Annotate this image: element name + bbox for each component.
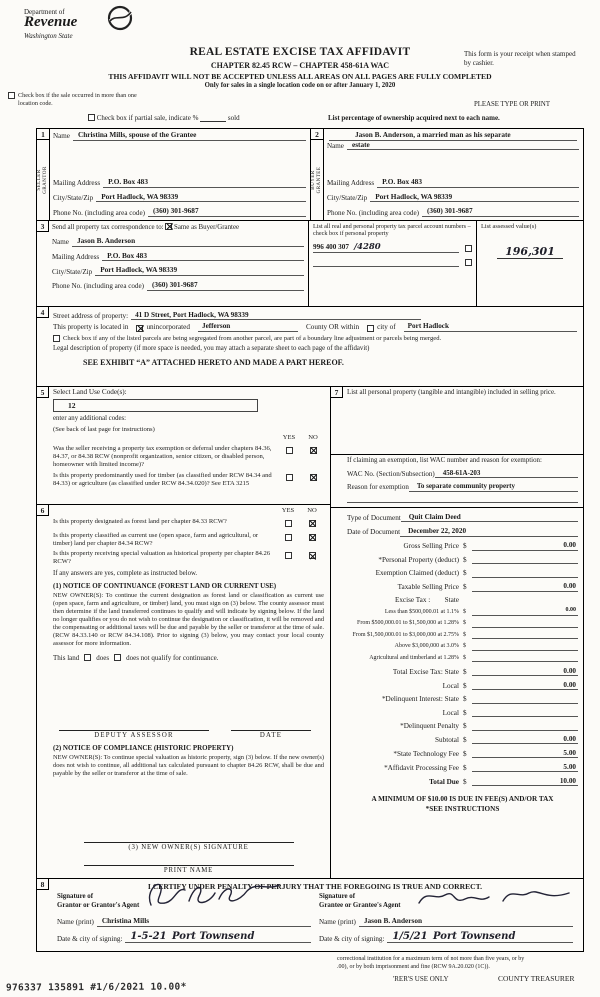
money-row-total-due: Total Due $ 10.00 [429, 776, 576, 786]
section-7-number: 7 [331, 387, 343, 398]
buyer-name-field[interactable]: estate [347, 141, 579, 151]
money-row-delinq-local: Local $ [347, 708, 578, 717]
section-6-designation [37, 505, 330, 878]
tier2-value[interactable] [472, 619, 578, 628]
currency-sign: $ [463, 654, 466, 661]
city-of-label: city of [377, 323, 396, 332]
money-row-excise-header: Excise Tax : State [394, 596, 459, 605]
seller-address-field[interactable]: P.O. Box 483 [103, 178, 306, 188]
money-row-tier2: From $500,000.01 to $1,500,000 at 1.28% $ [347, 619, 578, 628]
certify-statement: I CERTIFY UNDER PENALTY OF PERJURY THAT THE FOREGOING IS TRUE AND CORRECT. [147, 882, 483, 891]
section-3-row [37, 221, 583, 307]
reason-row [347, 482, 578, 491]
parcel-number-field[interactable] [313, 242, 459, 253]
partial-sale-sold-label: sold [227, 114, 240, 122]
seller-name-row [53, 131, 306, 141]
section-1-seller [37, 129, 311, 220]
deputy-assessor-row [53, 730, 324, 740]
form-title: REAL ESTATE EXCISE TAX AFFIDAVIT [189, 46, 411, 58]
s6-q1-yes-checkbox[interactable] [285, 520, 292, 527]
multi-location-option [8, 92, 140, 108]
money-row-delinq-interest: *Delinquent Interest: State $ [347, 695, 578, 704]
buyer-address-field[interactable]: P.O. Box 483 [377, 178, 579, 188]
corr-phone-label: Phone No. (including area code) [52, 282, 144, 291]
seller-buyer-row [37, 129, 583, 221]
seller-address-label: Mailing Address [53, 179, 101, 188]
currency-sign: $ [463, 643, 466, 650]
multi-location-label: Check box if the sale occurred in more than one location code. [18, 92, 137, 107]
grantee-date-city-label: Date & city of signing: [319, 934, 385, 943]
section-5-land-use [37, 387, 330, 505]
local-value[interactable]: 0.00 [472, 681, 578, 690]
additional-codes-label: enter any additional codes: [53, 415, 127, 423]
buyer-grantee-vertical-label: BUYER GRANTEE [310, 166, 322, 194]
exemption-claimed-value[interactable] [472, 569, 578, 578]
notice-compliance-title: (2) NOTICE OF COMPLIANCE (HISTORIC PROPERTY) [53, 744, 234, 753]
tier1-value[interactable]: 0.00 [472, 607, 578, 616]
located-in-label: This property is located in [53, 323, 129, 332]
currency-sign: $ [463, 620, 466, 627]
seller-csz-label: City/State/Zip [53, 194, 94, 203]
buyer-side-column [311, 129, 324, 220]
money-row-total-state: Total Excise Tax: State $ 0.00 [392, 666, 576, 676]
unincorporated-checkbox[interactable] [136, 325, 143, 332]
cashier-receipt-stamp: 976337 135891 #1/6/2021 10.00* [5, 981, 187, 994]
seller-csz-row [53, 193, 306, 203]
affidavit-processing-fee-value[interactable]: 5.00 [472, 763, 578, 772]
s5-q1-yes-checkbox[interactable] [286, 447, 293, 454]
notice-continuance-title: (1) NOTICE OF CONTINUANCE (FOREST LAND OR CURRENT USE) [53, 582, 277, 591]
seller-phone-label: Phone No. (including area code) [53, 208, 145, 217]
dor-logo [24, 8, 164, 40]
buyer-address-row [327, 178, 579, 188]
money-row-processing-fee: *Affidavit Processing Fee $ 5.00 [384, 762, 576, 772]
exemption-note: If claiming an exemption, list WAC number and reason for exemption: [347, 456, 542, 464]
money-row-personal: *Personal Property (deduct) $ [347, 555, 578, 564]
left-column [37, 387, 331, 878]
money-row-tier3: From $1,500,000.01 to $3,000,000 at 2.75% $ [347, 630, 578, 639]
does-label: does [96, 653, 110, 662]
section-2-buyer [311, 129, 583, 220]
section-1-number: 1 [37, 129, 49, 140]
seller-address-row [53, 178, 306, 188]
notice-continuance-body: NEW OWNER(S): To continue the current designation as forest land or classification as current use (open space, farm and agriculture, or timber) land, you must sign on (3) below. The county assessor must then determine if the land transferred continues to qualify and will indicate by signing below. If the land no longer qualifies or you do not wish to continue the designation or classification, it will be removed and the compensating or additional taxes will be due and payable by the seller or transferor at the time of sale. (RCW 84.33.140 or RCW 84.34.108). Prior to signing (3) below, you may contact your local county assessor for more information. [53, 591, 325, 647]
currency-sign: $ [463, 722, 467, 731]
partial-sale-option [88, 114, 240, 122]
county-treasurer-text: COUNTY TREASURER [498, 974, 575, 983]
parcel-number-printed: 996 400 307 [313, 243, 349, 252]
buyer-name-row [327, 141, 579, 151]
currency-sign: $ [463, 667, 467, 676]
personal-property-checkbox-1[interactable] [465, 245, 472, 252]
correspondence-fields [49, 221, 308, 306]
s5-q1-text: Was the seller receiving a property tax exemption or deferral under chapters 84.36, 84.37, or 84.38 RCW (nonprofit organization, senior citizen, or disabled person, homeowner with limited income)? [53, 445, 272, 468]
corr-csz-row [52, 266, 304, 276]
see-instructions-text: *SEE INSTRUCTIONS [425, 805, 500, 814]
unincorporated-label: unincorporated [146, 323, 190, 332]
s5-yes-no-header [53, 434, 325, 442]
seller-phone-field[interactable]: (360) 301-9687 [148, 207, 306, 217]
street-address-row [53, 311, 577, 320]
segregated-label: Check box if any of the listed parcels are being segregated from another parcel, are part of a boundary line adjustment or parcels being merged. [63, 334, 442, 342]
grantor-date-city-field[interactable]: 1-5-21 Port Townsend [125, 931, 311, 944]
s6-q3-no-checkbox[interactable] [309, 552, 316, 559]
section-4-number: 4 [37, 307, 49, 318]
money-row-subtotal: Subtotal $ 0.00 [435, 735, 576, 744]
dor-swirl-icon [106, 4, 134, 32]
grantor-signature-label: Signature of Grantor or Grantor's Agent [57, 892, 140, 909]
personal-property-note: List all personal property (tangible and intangible) included in selling price. [347, 389, 556, 396]
s6-q3-text: Is this property receiving special valuation as historical property per chapter 84.26 RCW? [53, 550, 271, 566]
partial-sale-checkbox[interactable] [88, 114, 95, 121]
form-chapter: CHAPTER 82.45 RCW – CHAPTER 458-61A WAC [210, 60, 390, 70]
if-yes-note: If any answers are yes, complete as instructed below. [53, 570, 198, 578]
logo-revenue-text: Revenue [24, 14, 78, 31]
buyer-name-line1[interactable]: Jason B. Anderson, a married man as his separate [329, 131, 577, 141]
land-use-label: Select Land Use Code(s): [53, 388, 127, 396]
same-as-buyer-label: Same as Buyer/Grantee [174, 224, 240, 231]
personal-property-checkbox-2[interactable] [465, 259, 472, 266]
currency-sign: $ [463, 736, 467, 744]
perjury-text-line1: correctional institution for a maximum term of not more than five years, or by [337, 956, 525, 962]
money-row-tech-fee: *State Technology Fee $ 5.00 [393, 748, 576, 758]
section-8-signatures [37, 879, 583, 951]
notice-compliance-body: NEW OWNER(S): To continue special valuation as historic property, sign (3) below. If the new owner(s) does not wish to continue, all additional tax calculated pursuant to chapter 84.26 RCW, shall be due and payable by the seller or transferor at the time of sale. [53, 753, 324, 777]
corr-address-field[interactable]: P.O. Box 483 [102, 252, 304, 262]
buyer-phone-label: Phone No. (including area code) [327, 208, 419, 217]
doc-type-label: Type of Document [347, 513, 401, 522]
money-row-exemption: Exemption Claimed (deduct) $ [347, 569, 578, 578]
corr-csz-field[interactable]: Port Hadlock, WA 98339 [95, 266, 304, 276]
corr-phone-row [52, 281, 304, 291]
s5-q2-yes-checkbox[interactable] [286, 474, 293, 481]
personal-property-deduct-value[interactable] [472, 555, 578, 564]
seller-side-column [37, 129, 50, 220]
total-excise-state-value[interactable]: 0.00 [472, 667, 578, 676]
reason-extra-line[interactable] [347, 494, 578, 503]
buyer-address-label: Mailing Address [327, 179, 375, 188]
corr-phone-field[interactable]: (360) 301-9687 [147, 281, 304, 291]
parcel-row-1 [313, 242, 472, 253]
corr-address-label: Mailing Address [52, 253, 100, 261]
section-2-number: 2 [311, 129, 323, 140]
type-or-print-note: PLEASE TYPE OR PRINT [474, 101, 550, 108]
grantor-date-city-label: Date & city of signing: [57, 934, 123, 943]
exhibit-a-text: SEE EXHIBIT “A” ATTACHED HERETO AND MADE A PART HEREOF. [83, 357, 344, 367]
money-row-gross: Gross Selling Price $ 0.00 [403, 541, 576, 551]
legal-description-note: Legal description of property (if more space is needed, you may attach a separate sheet to each page of the affidavit) [53, 344, 370, 352]
affidavit-form-box [36, 128, 584, 952]
wac-label: WAC No. (Section/Subsection) [347, 470, 435, 479]
form-warning: THIS AFFIDAVIT WILL NOT BE ACCEPTED UNLESS ALL AREAS ON ALL PAGES ARE FULLY COMPLETED [108, 72, 492, 81]
logo-dept-text: Department of [24, 8, 65, 16]
grantor-name-row [57, 917, 311, 927]
currency-sign: $ [463, 555, 467, 564]
county-or-label: County OR within [305, 323, 360, 332]
doc-date-field[interactable]: December 22, 2020 [400, 527, 578, 536]
currency-sign: $ [463, 569, 467, 578]
buyer-name-label: Name [327, 141, 344, 150]
s5-no-header: NO [308, 434, 318, 442]
s5-q1-no-checkbox[interactable] [310, 447, 317, 454]
parcel-row-2 [313, 257, 472, 267]
does-not-checkbox[interactable] [114, 654, 121, 661]
seller-phone-row [53, 207, 306, 217]
grantee-name-row [319, 917, 573, 927]
s6-question-2 [53, 532, 324, 548]
buyer-csz-row [327, 193, 579, 203]
gross-selling-price-value[interactable]: 0.00 [472, 541, 578, 550]
county-field[interactable]: Jefferson [198, 322, 298, 331]
s6-question-1 [53, 518, 324, 529]
multi-location-checkbox[interactable] [8, 92, 15, 99]
receipt-note: This form is your receipt when stamped by cashier. [464, 50, 576, 68]
corr-name-row [52, 237, 304, 247]
doc-date-label: Date of Document [347, 528, 401, 537]
seller-name-label: Name [53, 132, 70, 141]
currency-sign: $ [463, 583, 467, 592]
grantee-signature-block [315, 893, 577, 911]
print-name-line[interactable]: PRINT NAME [84, 865, 294, 875]
wac-row [347, 469, 578, 478]
grantor-date-city-row [57, 931, 311, 944]
s5-question-2 [53, 472, 325, 488]
does-not-label: does not qualify for continuance. [126, 653, 219, 662]
s6-yes-header: YES [281, 507, 295, 514]
delinquent-interest-state-value[interactable] [472, 695, 578, 704]
treasurer-use-only-text: 'RER'S USE ONLY [393, 975, 449, 983]
same-as-buyer-checkbox[interactable] [165, 223, 172, 230]
delinquent-penalty-value[interactable] [472, 722, 578, 731]
currency-sign: $ [463, 608, 466, 615]
s5-q2-no-checkbox[interactable] [310, 474, 317, 481]
grantee-name-print-label: Name (print) [319, 918, 356, 927]
taxable-selling-price-value[interactable]: 0.00 [472, 582, 578, 591]
seller-name-field[interactable]: Christina Mills, spouse of the Grantee [73, 131, 306, 141]
assessed-value-field[interactable]: 196,301 [497, 245, 563, 259]
buyer-csz-label: City/State/Zip [327, 194, 368, 203]
street-address-field[interactable]: 41 D Street, Port Hadlock, WA 98339 [131, 311, 421, 320]
doc-date-row [347, 527, 578, 536]
form-title-block [140, 46, 460, 70]
partial-sale-label: Check box if partial sale, indicate % [96, 114, 199, 122]
section-5-number: 5 [37, 387, 49, 398]
assessed-values-header: List assessed value(s) [481, 223, 537, 230]
seller-grantor-vertical-label: SELLER GRANTOR [36, 166, 48, 194]
total-due-value[interactable]: 10.00 [472, 777, 578, 786]
located-in-row [53, 322, 577, 331]
agricultural-value[interactable] [472, 653, 578, 662]
s6-q3-yes-checkbox[interactable] [285, 552, 292, 559]
s6-q1-no-checkbox[interactable] [309, 520, 316, 527]
buyer-phone-field[interactable]: (360) 301-9687 [422, 207, 579, 217]
grantee-name-field[interactable]: Jason B. Anderson [359, 917, 573, 927]
money-row-agri: Agricultural and timberland at 1.28% $ [347, 653, 578, 662]
section-4-property [37, 307, 583, 387]
grantee-signature[interactable] [415, 885, 575, 911]
doc-type-field[interactable]: Quit Claim Deed [401, 513, 578, 522]
currency-sign: $ [463, 749, 467, 758]
tier3-value[interactable] [472, 630, 578, 639]
grantor-name-field[interactable]: Christina Mills [97, 917, 311, 927]
wac-field[interactable]: 458-61A-203 [435, 469, 578, 478]
segregated-checkbox[interactable] [53, 335, 60, 342]
perjury-text-line2: .00), or by both imprisonment and fine (RCW 9A.20.020 (1C)). [337, 964, 490, 970]
corr-name-label: Name [52, 238, 69, 247]
s6-no-header: NO [307, 507, 317, 514]
s6-question-3 [53, 550, 324, 566]
section-6-number: 6 [37, 505, 49, 516]
subtotal-value[interactable]: 0.00 [472, 735, 578, 744]
deputy-assessor-line[interactable]: DEPUTY ASSESSOR [59, 730, 209, 740]
this-land-label: This land [53, 653, 80, 662]
segregated-row [53, 335, 577, 343]
continuance-row [53, 654, 324, 662]
send-correspondence-line [52, 223, 304, 232]
section-7-tax [331, 387, 583, 878]
deputy-date-line[interactable]: DATE [231, 730, 311, 740]
logo-state-text: Washington State [24, 31, 73, 40]
minimum-fee-note [347, 795, 578, 814]
tax-correspondence-cell [37, 221, 309, 306]
grantee-date-city-field[interactable]: 1/5/21 Port Townsend [387, 931, 573, 944]
seller-csz-field[interactable]: Port Hadlock, WA 98339 [96, 193, 306, 203]
s6-yes-no-header [53, 507, 324, 515]
state-technology-fee-value[interactable]: 5.00 [472, 749, 578, 758]
middle-row [37, 387, 583, 879]
money-row-tier4: Above $3,000,000 at 3.0% $ [347, 642, 578, 651]
currency-sign: $ [463, 777, 467, 786]
seller-fields [50, 129, 310, 220]
buyer-fields [324, 129, 583, 220]
send-correspondence-label: Send all property tax correspondence to: [52, 224, 164, 231]
parcel-header: List all real and personal property tax parcel account numbers – check box if personal property [313, 223, 471, 238]
s5-question-1 [53, 445, 325, 469]
s5-yes-header: YES [282, 434, 296, 442]
single-location-note: Only for sales in a single location code on or after January 1, 2020 [204, 81, 396, 89]
s6-q2-no-checkbox[interactable] [309, 534, 316, 541]
currency-sign: $ [463, 695, 467, 704]
city-field[interactable]: Port Hadlock [404, 322, 577, 331]
buyer-csz-field[interactable]: Port Hadlock, WA 98339 [370, 193, 579, 203]
grantor-name-print-label: Name (print) [57, 918, 94, 927]
assessed-values-cell [477, 221, 583, 306]
money-row-tier1: Less than $500,000.01 at 1.1% $ 0.00 [384, 607, 576, 615]
reason-label: Reason for exemption [347, 483, 409, 492]
corr-csz-label: City/State/Zip [52, 267, 93, 276]
doc-type-row [347, 513, 578, 522]
s6-q1-text: Is this property designated as forest land per chapter 84.33 RCW? [53, 517, 227, 525]
currency-sign: $ [463, 763, 467, 772]
money-row-taxable: Taxable Selling Price $ 0.00 [397, 582, 576, 592]
money-row-delinq-penalty: *Delinquent Penalty $ [347, 722, 578, 731]
corr-name-field[interactable]: Jason B. Anderson [72, 237, 304, 247]
does-checkbox[interactable] [84, 654, 91, 661]
s6-q2-yes-checkbox[interactable] [285, 534, 292, 541]
city-checkbox[interactable] [367, 325, 374, 332]
tier4-value[interactable] [472, 642, 578, 651]
street-address-label: Street address of property: [53, 312, 129, 321]
buyer-phone-row [327, 207, 579, 217]
currency-sign: $ [463, 708, 467, 717]
land-use-code-field[interactable]: 12 [53, 399, 258, 412]
money-row-local: Local $ 0.00 [442, 680, 576, 690]
section-8-number: 8 [37, 879, 49, 890]
parcel-number-handwritten: /4280 [353, 241, 381, 252]
grantor-signature-block [53, 893, 315, 911]
reason-field[interactable]: To separate community property [409, 482, 578, 491]
grantee-signature-label: Signature of Grantee or Grantee's Agent [319, 892, 401, 909]
grantor-signature[interactable] [143, 877, 283, 913]
personal-property-blank[interactable] [347, 398, 578, 454]
form-warning-block [40, 73, 560, 90]
parcel-number-field-2[interactable] [313, 257, 459, 267]
minimum-fee-text: A MINIMUM OF $10.00 IS DUE IN FEE(S) AND/OR TAX [371, 795, 554, 804]
currency-sign: $ [463, 681, 467, 690]
currency-sign: $ [463, 542, 467, 551]
corr-address-row [52, 252, 304, 262]
ownership-note: List percentage of ownership acquired next to each name. [328, 114, 500, 122]
partial-sale-percent-field[interactable] [200, 114, 226, 122]
see-back-note: (See back of last page for instructions) [53, 425, 155, 433]
s6-q2-text: Is this property classified as current use (open space, farm and agricultural, or timber) land per chapter 84.34 RCW? [53, 531, 259, 547]
parcel-numbers-cell [309, 221, 477, 306]
currency-sign: $ [463, 631, 466, 638]
delinquent-local-value[interactable] [472, 708, 578, 717]
s5-q2-text: Is this property predominantly used for timber (as classified under RCW 84.34 and 84.33) or agriculture (as classified under RCW 84.34.020)? See ETA 3215 [53, 471, 272, 487]
grantee-date-city-row [319, 931, 573, 944]
section-3-number: 3 [37, 221, 49, 232]
new-owner-signature-line[interactable]: (3) NEW OWNER(S) SIGNATURE [84, 842, 294, 852]
